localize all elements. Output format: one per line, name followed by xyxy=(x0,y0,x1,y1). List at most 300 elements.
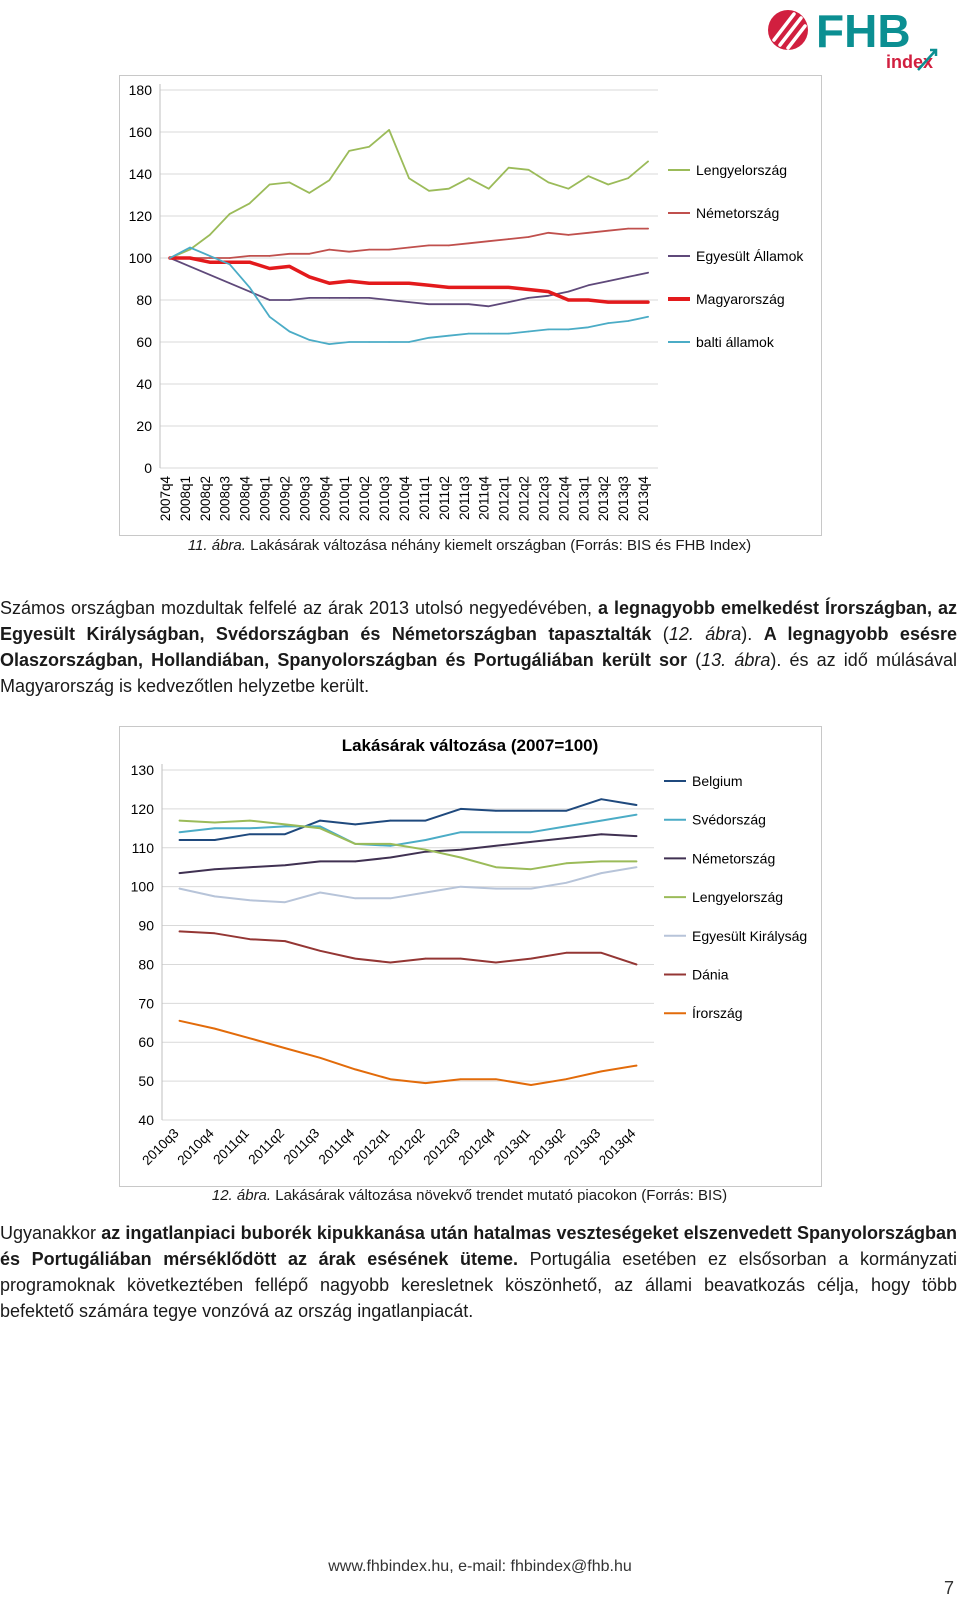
data-point xyxy=(319,950,321,952)
data-point xyxy=(388,341,390,343)
logo-subtext: index xyxy=(886,52,934,72)
data-point xyxy=(249,820,251,822)
data-point xyxy=(425,851,427,853)
data-point xyxy=(636,861,638,863)
data-point xyxy=(189,257,191,259)
x-tick-label: 2009q3 xyxy=(297,476,313,522)
data-point xyxy=(636,964,638,966)
y-tick-label: 80 xyxy=(138,956,154,973)
data-point xyxy=(425,849,427,851)
data-point xyxy=(565,837,567,839)
data-point xyxy=(636,1065,638,1067)
caption-figure-12 xyxy=(119,1187,820,1204)
data-point xyxy=(530,1084,532,1086)
para1-text-3: ). xyxy=(741,624,764,644)
data-point xyxy=(329,282,331,284)
legend-label: Németország xyxy=(692,850,776,867)
data-point xyxy=(319,1057,321,1059)
data-point xyxy=(428,337,430,339)
para1-text-5: ). és az idő múlásával Magyarország is kedvezőtlen helyzetbe került. xyxy=(0,650,958,696)
data-point xyxy=(284,901,286,903)
para1-text-4: ( xyxy=(687,650,702,670)
legend-label: Belgium xyxy=(692,773,743,789)
data-point xyxy=(214,868,216,870)
data-point xyxy=(354,824,356,826)
data-point xyxy=(390,820,392,822)
x-tick-label: 2013q4 xyxy=(596,1125,639,1168)
data-point xyxy=(388,129,390,131)
y-tick-label: 100 xyxy=(130,878,154,895)
para2-text-1: Ugyanakkor xyxy=(0,1223,102,1243)
x-tick-label: 2013q3 xyxy=(616,476,632,522)
data-point xyxy=(508,333,510,335)
data-point xyxy=(408,341,410,343)
data-point xyxy=(636,814,638,816)
data-point xyxy=(468,333,470,335)
data-point xyxy=(284,940,286,942)
caption-text: Lakásárak változása néhány kiemelt országban (Forrás: BIS és FHB Index) xyxy=(245,537,752,554)
series-line-2 xyxy=(170,229,648,258)
data-point xyxy=(354,843,356,845)
caption-figure-11 xyxy=(119,537,820,554)
data-point xyxy=(354,861,356,863)
data-point xyxy=(348,341,350,343)
data-point xyxy=(627,320,629,322)
para1-bold-2: A legnagyobb esésre Olaszországban, Hollandiában, Spanyolországban és Portugáliában került sor xyxy=(0,624,957,670)
data-point xyxy=(448,188,450,190)
data-point xyxy=(209,234,211,236)
series-line-7 xyxy=(180,1021,637,1085)
data-point xyxy=(189,247,191,249)
data-point xyxy=(249,899,251,901)
y-tick-label: 130 xyxy=(130,762,154,778)
chart-12-frame xyxy=(119,726,822,1187)
data-point xyxy=(627,177,629,179)
legend-label: Lengyelország xyxy=(692,889,784,906)
y-tick-label: 160 xyxy=(128,124,152,140)
data-point xyxy=(309,253,311,255)
x-tick-label: 2010q3 xyxy=(139,1125,182,1168)
data-point xyxy=(460,958,462,960)
data-point xyxy=(289,331,291,333)
legend-label: Egyesült Királyság xyxy=(692,927,808,944)
data-point xyxy=(495,845,497,847)
data-point xyxy=(587,175,589,177)
data-point xyxy=(388,249,390,251)
data-point xyxy=(425,820,427,822)
data-point xyxy=(289,266,291,268)
x-tick-label: 2010q3 xyxy=(377,476,393,522)
y-tick-label: 0 xyxy=(144,460,152,476)
y-tick-label: 20 xyxy=(136,418,152,434)
data-point xyxy=(408,282,410,284)
series-line-2 xyxy=(180,815,637,846)
data-point xyxy=(209,274,211,276)
data-point xyxy=(319,828,321,830)
caption-label: 12. ábra. xyxy=(211,1187,272,1204)
series-line-5 xyxy=(180,867,637,902)
data-point xyxy=(354,898,356,900)
data-point xyxy=(425,958,427,960)
data-point xyxy=(284,826,286,828)
data-point xyxy=(249,828,251,830)
data-point xyxy=(354,958,356,960)
y-tick-label: 50 xyxy=(138,1073,154,1090)
x-tick-label: 2010q4 xyxy=(397,476,412,522)
data-point xyxy=(495,962,497,964)
data-point xyxy=(390,845,392,847)
data-point xyxy=(214,822,216,824)
data-point xyxy=(607,322,609,324)
data-point xyxy=(209,255,211,257)
data-point xyxy=(249,291,251,293)
data-point xyxy=(425,839,427,841)
x-tick-label: 2013q1 xyxy=(490,1125,534,1168)
data-point xyxy=(488,306,490,308)
data-point xyxy=(627,301,629,303)
para1-text-1: Számos országban mozdultak felfelé az árak 2013 utolsó negyedévében, xyxy=(0,598,599,618)
data-point xyxy=(388,282,390,284)
data-point xyxy=(448,245,450,247)
data-point xyxy=(460,808,462,810)
data-point xyxy=(309,192,311,194)
x-tick-label: 2013q2 xyxy=(596,476,612,522)
data-point xyxy=(587,327,589,329)
legend-label: Dánia xyxy=(692,966,729,983)
data-point xyxy=(647,316,649,318)
data-point xyxy=(309,276,311,278)
data-point xyxy=(214,828,216,830)
data-point xyxy=(488,240,490,242)
data-point xyxy=(568,188,570,190)
data-point xyxy=(319,861,321,863)
data-point xyxy=(214,933,216,935)
data-point xyxy=(468,243,470,245)
data-point xyxy=(189,266,191,268)
y-tick-label: 40 xyxy=(136,376,152,392)
data-point xyxy=(269,299,271,301)
legend-label: balti államok xyxy=(696,334,774,350)
data-point xyxy=(289,182,291,184)
x-tick-label: 2011q3 xyxy=(280,1125,323,1168)
data-point xyxy=(229,282,231,284)
caption-label: 11. ábra. xyxy=(187,537,246,554)
data-point xyxy=(528,236,530,238)
data-point xyxy=(636,835,638,837)
data-point xyxy=(229,213,231,215)
data-point xyxy=(249,261,251,263)
x-tick-label: 2012q4 xyxy=(455,1125,498,1168)
data-point xyxy=(329,249,331,251)
data-point xyxy=(587,232,589,234)
data-point xyxy=(448,287,450,289)
series-line-3 xyxy=(180,834,637,873)
data-point xyxy=(329,343,331,345)
para2-text-2: Portugália esetében ez elsősorban a kormányzati programoknak következtében fellépő nagyobb keresletnek köszönhető, az állami beavatkozás célja, hogy több befektető számára tegye vonzóvá az ország ingatlanpiacát. xyxy=(0,1249,957,1321)
y-tick-label: 60 xyxy=(138,1034,154,1051)
legend-label: Svédország xyxy=(692,811,766,828)
data-point xyxy=(565,826,567,828)
para1-figure-ref-13: 13. ábra xyxy=(701,650,771,670)
x-tick-label: 2011q4 xyxy=(315,1125,358,1168)
x-tick-label: 2008q3 xyxy=(217,476,233,522)
x-tick-label: 2011q1 xyxy=(416,476,432,521)
data-point xyxy=(390,857,392,859)
data-point xyxy=(249,287,251,289)
data-point xyxy=(329,180,331,182)
legend-label: Lengyelország xyxy=(696,162,788,178)
data-point xyxy=(565,952,567,954)
y-tick-label: 80 xyxy=(136,292,152,308)
data-point xyxy=(284,1047,286,1049)
data-point xyxy=(607,230,609,232)
data-point xyxy=(179,931,181,933)
data-point xyxy=(249,255,251,257)
chart-11 xyxy=(120,76,821,535)
data-point xyxy=(309,297,311,299)
data-point xyxy=(508,167,510,169)
data-point xyxy=(229,261,231,263)
x-tick-label: 2008q2 xyxy=(197,476,213,522)
data-point xyxy=(495,888,497,890)
data-point xyxy=(600,833,602,835)
legend-label: Magyarország xyxy=(696,291,785,307)
data-point xyxy=(214,1028,216,1030)
data-point xyxy=(568,299,570,301)
data-point xyxy=(495,1078,497,1080)
data-point xyxy=(508,301,510,303)
data-point xyxy=(179,839,181,841)
data-point xyxy=(348,280,350,282)
x-tick-label: 2013q3 xyxy=(560,1125,604,1168)
data-point xyxy=(390,1078,392,1080)
data-point xyxy=(368,249,370,251)
x-tick-label: 2011q2 xyxy=(436,476,452,521)
data-point xyxy=(460,857,462,859)
data-point xyxy=(548,295,550,297)
data-point xyxy=(528,289,530,291)
data-point xyxy=(508,238,510,240)
data-point xyxy=(460,1078,462,1080)
data-point xyxy=(428,285,430,287)
x-tick-label: 2008q1 xyxy=(177,476,193,522)
chart-12 xyxy=(120,727,821,1186)
para1-figure-ref-12: 12. ábra xyxy=(668,624,742,644)
data-point xyxy=(600,861,602,863)
data-point xyxy=(354,1069,356,1071)
data-point xyxy=(408,301,410,303)
data-point xyxy=(269,316,271,318)
data-point xyxy=(600,798,602,800)
data-point xyxy=(508,287,510,289)
data-point xyxy=(587,299,589,301)
data-point xyxy=(425,1082,427,1084)
para2-bold-1: az ingatlanpiaci buborék kipukkanása után hatalmas veszteségeket elszenvedett Spanyolországban és Portugáliában mérséklődött az árak esésének üteme. xyxy=(0,1223,957,1269)
page-number: 7 xyxy=(943,1578,954,1598)
data-point xyxy=(209,261,211,263)
data-point xyxy=(179,872,181,874)
data-point xyxy=(319,820,321,822)
data-point xyxy=(289,253,291,255)
x-tick-label: 2011q4 xyxy=(476,476,492,521)
data-point xyxy=(249,938,251,940)
data-point xyxy=(607,280,609,282)
data-point xyxy=(179,820,181,822)
legend-label: Egyesült Államok xyxy=(696,248,804,264)
data-point xyxy=(189,249,191,251)
data-point xyxy=(548,329,550,331)
data-point xyxy=(587,285,589,287)
data-point xyxy=(647,301,649,303)
legend-label: Írország xyxy=(692,1005,743,1022)
x-tick-label: 2010q2 xyxy=(357,476,373,522)
data-point xyxy=(495,810,497,812)
y-tick-label: 110 xyxy=(131,839,154,856)
data-point xyxy=(647,161,649,163)
data-point xyxy=(289,299,291,301)
y-tick-label: 100 xyxy=(128,250,152,266)
data-point xyxy=(388,299,390,301)
data-point xyxy=(284,824,286,826)
data-point xyxy=(495,866,497,868)
data-point xyxy=(319,826,321,828)
para1-bold-1: a legnagyobb emelkedést Írországban, az Egyesült Királyságban, Svédországban és Németországban tapasztalták xyxy=(0,598,957,644)
data-point xyxy=(368,146,370,148)
data-point xyxy=(468,303,470,305)
data-point xyxy=(468,287,470,289)
data-point xyxy=(565,810,567,812)
y-tick-label: 70 xyxy=(138,995,154,1012)
data-point xyxy=(448,335,450,337)
data-point xyxy=(530,888,532,890)
data-point xyxy=(214,896,216,898)
legend-label: Németország xyxy=(696,205,780,221)
data-point xyxy=(179,888,181,890)
data-point xyxy=(600,952,602,954)
y-tick-label: 90 xyxy=(138,917,154,934)
x-tick-label: 2012q2 xyxy=(516,476,532,522)
x-tick-label: 2011q1 xyxy=(210,1125,252,1168)
y-tick-label: 60 xyxy=(136,334,152,350)
series-line-6 xyxy=(180,931,637,964)
logo-text: FHB xyxy=(816,5,911,57)
data-point xyxy=(647,228,649,230)
data-point xyxy=(627,228,629,230)
data-point xyxy=(636,866,638,868)
x-tick-label: 2011q3 xyxy=(456,476,472,521)
para1-text-2: ( xyxy=(651,624,669,644)
data-point xyxy=(528,169,530,171)
data-point xyxy=(229,264,231,266)
data-point xyxy=(600,820,602,822)
x-tick-label: 2012q1 xyxy=(350,1125,393,1168)
paragraph-2 xyxy=(0,1220,957,1324)
data-point xyxy=(269,268,271,270)
data-point xyxy=(284,864,286,866)
y-tick-label: 120 xyxy=(130,800,154,817)
x-tick-label: 2009q1 xyxy=(257,476,273,522)
x-tick-label: 2013q1 xyxy=(576,476,592,522)
x-tick-label: 2009q2 xyxy=(277,476,293,522)
x-tick-label: 2008q4 xyxy=(237,476,253,522)
x-tick-label: 2013q4 xyxy=(636,476,652,522)
data-point xyxy=(179,831,181,833)
data-point xyxy=(169,257,171,259)
data-point xyxy=(408,247,410,249)
data-point xyxy=(528,297,530,299)
data-point xyxy=(368,341,370,343)
data-point xyxy=(627,276,629,278)
data-point xyxy=(368,282,370,284)
data-point xyxy=(269,184,271,186)
chart-title: Lakásárak változása (2007=100) xyxy=(341,736,599,755)
data-point xyxy=(428,303,430,305)
data-point xyxy=(179,1020,181,1022)
data-point xyxy=(460,849,462,851)
data-point xyxy=(249,203,251,205)
data-point xyxy=(348,297,350,299)
data-point xyxy=(460,886,462,888)
data-point xyxy=(428,190,430,192)
data-point xyxy=(214,839,216,841)
y-tick-label: 40 xyxy=(138,1112,154,1128)
fhb-index-logo xyxy=(768,0,958,74)
data-point xyxy=(249,833,251,835)
x-tick-label: 2012q4 xyxy=(556,476,572,522)
paragraph-1 xyxy=(0,595,957,699)
data-point xyxy=(488,188,490,190)
data-point xyxy=(636,804,638,806)
data-point xyxy=(368,297,370,299)
data-point xyxy=(565,1078,567,1080)
data-point xyxy=(488,333,490,335)
data-point xyxy=(568,234,570,236)
data-point xyxy=(425,892,427,894)
data-point xyxy=(548,182,550,184)
data-point xyxy=(530,868,532,870)
x-tick-label: 2007q4 xyxy=(157,476,173,522)
data-point xyxy=(319,892,321,894)
series-line-1 xyxy=(170,130,648,258)
data-point xyxy=(530,810,532,812)
data-point xyxy=(488,287,490,289)
caption-text: Lakásárak változása növekvő trendet mutató piacokon (Forrás: BIS) xyxy=(271,1187,728,1204)
data-point xyxy=(468,177,470,179)
data-point xyxy=(229,257,231,259)
x-tick-label: 2010q1 xyxy=(337,476,353,522)
x-tick-label: 2012q3 xyxy=(420,1125,463,1168)
x-tick-label: 2009q4 xyxy=(317,476,333,522)
data-point xyxy=(548,232,550,234)
data-point xyxy=(568,291,570,293)
data-point xyxy=(548,291,550,293)
data-point xyxy=(209,257,211,259)
data-point xyxy=(565,882,567,884)
data-point xyxy=(565,863,567,865)
series-line-1 xyxy=(180,799,637,840)
data-point xyxy=(269,255,271,257)
data-point xyxy=(460,831,462,833)
data-point xyxy=(390,843,392,845)
data-point xyxy=(428,245,430,247)
data-point xyxy=(600,1071,602,1073)
data-point xyxy=(528,331,530,333)
data-point xyxy=(647,272,649,274)
chart-11-frame xyxy=(119,75,822,536)
data-point xyxy=(568,329,570,331)
data-point xyxy=(249,866,251,868)
data-point xyxy=(408,177,410,179)
